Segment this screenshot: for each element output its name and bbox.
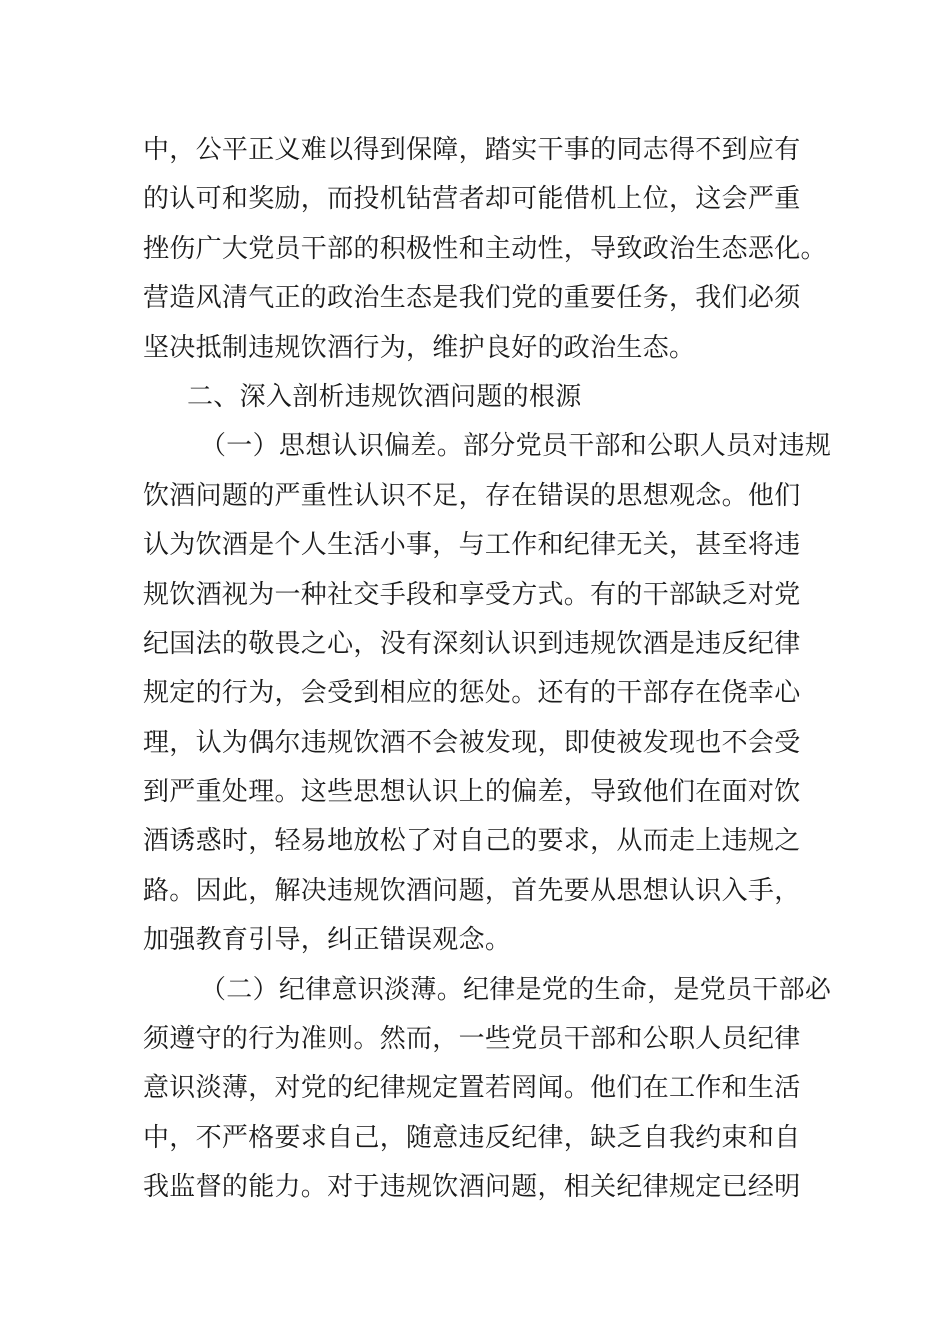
text-line: 加强教育引导，纠正错误观念。 bbox=[143, 925, 512, 956]
text-line: 中，公平正义难以得到保障，踏实干事的同志得不到应有 bbox=[143, 135, 801, 165]
text-line: 中，不严格要求自己，随意违反纪律，缺乏自我约束和自 bbox=[143, 1122, 801, 1153]
text-line: 意识淡薄，对党的纪律规定置若罔闻。他们在工作和生活 bbox=[143, 1073, 801, 1104]
text-line: （二）纪律意识淡薄。纪律是党的生命，是党员干部必 bbox=[200, 974, 832, 1005]
text-line: 须遵守的行为准则。然而，一些党员干部和公职人员纪律 bbox=[143, 1024, 801, 1055]
text-line: 营造风清气正的政治生态是我们党的重要任务，我们必须 bbox=[143, 283, 801, 314]
text-line: 我监督的能力。对于违规饮酒问题，相关纪律规定已经明 bbox=[143, 1172, 801, 1203]
text-line: 纪国法的敬畏之心，没有深刻认识到违规饮酒是违反纪律 bbox=[143, 628, 801, 659]
text-line: 坚决抵制违规饮酒行为，维护良好的政治生态。 bbox=[143, 332, 696, 363]
document-body bbox=[143, 126, 832, 1213]
text-line: 饮酒问题的严重性认识不足，存在错误的思想观念。他们 bbox=[143, 480, 801, 511]
text-line: 酒诱惑时，轻易地放松了对自己的要求，从而走上违规之 bbox=[143, 826, 801, 857]
text-line: 规定的行为，会受到相应的惩处。还有的干部存在侥幸心 bbox=[143, 678, 801, 709]
text-line: 认为饮酒是个人生活小事，与工作和纪律无关，甚至将违 bbox=[143, 530, 801, 561]
text-line: 挫伤广大党员干部的积极性和主动性，导致政治生态恶化。 bbox=[143, 233, 827, 264]
text-line: 理，认为偶尔违规饮酒不会被发现，即使被发现也不会受 bbox=[143, 727, 801, 758]
text-line: （一）思想认识偏差。部分党员干部和公职人员对违规 bbox=[200, 431, 832, 462]
text-line: 到严重处理。这些思想认识上的偏差，导致他们在面对饮 bbox=[143, 777, 801, 808]
text-line: 规饮酒视为一种社交手段和享受方式。有的干部缺乏对党 bbox=[143, 579, 801, 610]
text-line: 的认可和奖励，而投机钻营者却可能借机上位，这会严重 bbox=[143, 184, 801, 215]
text-line: 路。因此，解决违规饮酒问题，首先要从思想认识入手， bbox=[143, 875, 801, 906]
section-heading: 二、深入剖析违规饮酒问题的根源 bbox=[187, 381, 582, 412]
